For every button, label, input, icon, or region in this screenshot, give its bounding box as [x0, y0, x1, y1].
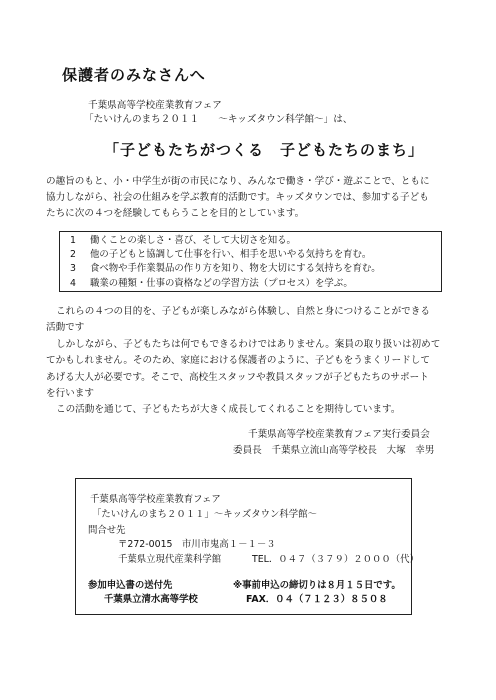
body-line: の趣旨のもと、小・中学生が街の市民になり、みんなで働き・学び・遊ぶことで、ともに [46, 176, 430, 187]
body-line: 活動です [46, 322, 85, 334]
postal-address: 〒272-0015 市川市鬼高１－１－３ [118, 539, 276, 550]
greeting-heading: 保護者のみなさんへ [62, 66, 206, 84]
body-line: を行います [46, 388, 94, 400]
signature-person: 委員長 千葉県立流山高等学校長 大塚 幸男 [233, 445, 435, 456]
goal-number: 4 [70, 277, 76, 289]
goal-item [70, 277, 441, 291]
inquiry-label: 問合せ先 [88, 525, 126, 536]
goal-item [70, 262, 441, 276]
contact-event-name: 「たいけんのまち２０１１」～キッズタウン科学館～ [92, 509, 317, 520]
contact-fair-name: 千葉県高等学校産業教育フェア [90, 494, 221, 505]
deadline-note: ※事前申込の締切りは８月１５日です。 [233, 580, 401, 591]
contact-fax: FAX．０４（７１２３）８５０８ [246, 594, 388, 605]
goal-number: 3 [70, 263, 76, 275]
goal-number: 1 [70, 235, 76, 246]
body-line: 協力しながら、社会の仕組みを学ぶ教育的活動です。キッズタウンでは、参加する子ども [46, 192, 429, 203]
goals-box [59, 231, 442, 292]
goal-text: 食べ物や手作業製品の作り方を知り、物を大切にする気持ちを育む。 [90, 263, 381, 275]
goal-item [70, 234, 441, 248]
goal-text: 他の子どもと協調して仕事を行い、相手を思いやる気持ちを育む。 [90, 249, 372, 261]
body-line: たちに次の４つを経験してもらうことを目的としています。 [46, 208, 305, 219]
signature-organization: 千葉県高等学校産業教育フェア実行委員会 [248, 429, 430, 440]
submit-label: 参加申込書の送付先 [88, 580, 173, 591]
goal-text: 職業の種類・仕事の資格などの学習方法（プロセス）を学ぶ。 [90, 277, 353, 289]
contact-facility: 千葉県立現代産業科学館 [118, 554, 222, 565]
intro-line-event: 「たいけんのまち２０１１ ～キッズタウン科学館～」は、 [84, 114, 353, 125]
body-line: てかもしれません。そのため、家庭における保護者のように、子どもをうまくリードして [46, 355, 430, 367]
goal-item [70, 248, 441, 262]
submit-school: 千葉県立清水高等学校 [104, 594, 198, 605]
headline-slogan: 「子どもたちがつくる 子どもたちのまち」 [104, 141, 425, 159]
goal-number: 2 [70, 249, 76, 261]
contact-info-box [75, 478, 419, 615]
body-line: しかしながら、子どもたちは何でもできるわけではありません。案員の取り扱いは初めて [56, 338, 441, 350]
body-paragraph-1 [46, 174, 430, 222]
body-line: これらの４つの目的を、子どもが楽しみながら体験し、自然と身につけることができる [56, 306, 430, 317]
goal-text: 働くことの楽しさ・喜び、そして大切さを知る。 [90, 235, 296, 246]
body-line: この活動を通じて、子どもたちが大きく成長してくれることを期待しています。 [56, 404, 401, 416]
goals-list [60, 232, 441, 291]
body-paragraph-2 [46, 304, 440, 419]
intro-line-fair: 千葉県高等学校産業教育フェア [88, 100, 222, 111]
contact-tel: TEL．０４７（３７９）２０００（代） [252, 554, 419, 565]
body-line: あげる大人が必要です。そこで、高校生スタッフや教員スタッフが子どもたちのサポート [46, 371, 429, 383]
